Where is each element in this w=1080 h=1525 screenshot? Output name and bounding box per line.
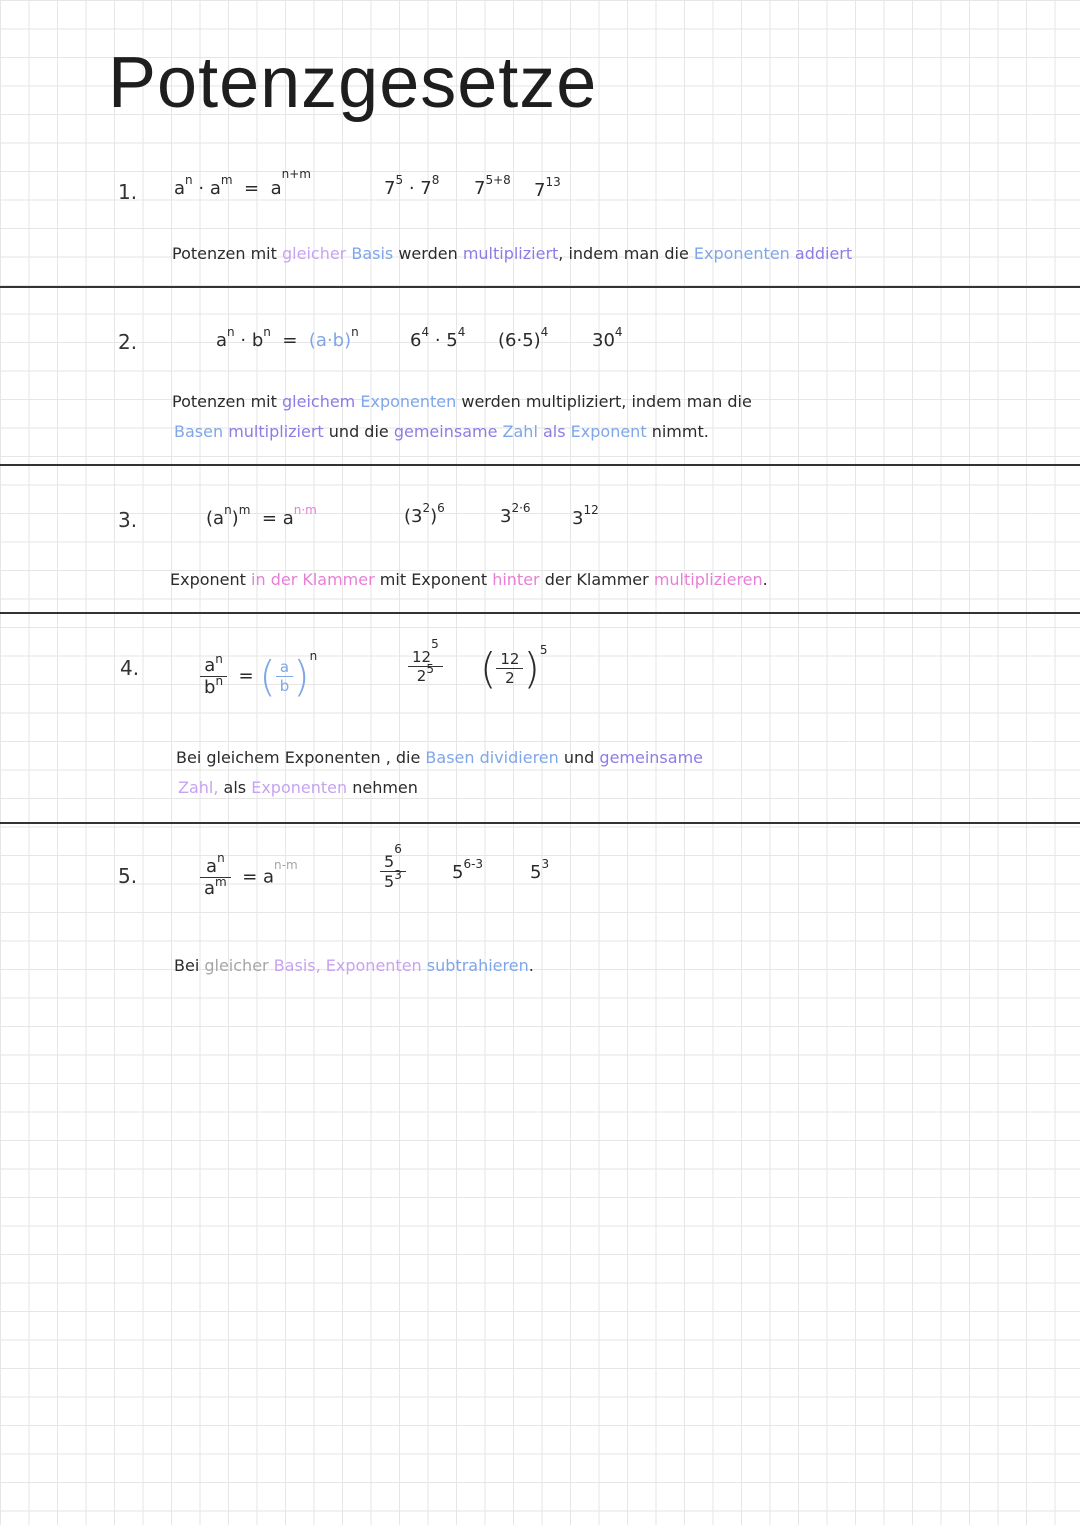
- base: (3: [404, 506, 423, 527]
- exponent: n: [215, 674, 224, 688]
- rule-2-explanation-line-2: [174, 422, 709, 441]
- exponent: n: [215, 652, 223, 666]
- rule-5-example-step: [452, 857, 484, 883]
- base: 3: [572, 508, 584, 529]
- text: hinter: [492, 570, 540, 589]
- text: der Klammer: [544, 570, 649, 589]
- rule-2-formula: [216, 325, 359, 351]
- base: (a: [206, 508, 225, 529]
- rule-5-example: [380, 842, 406, 891]
- exponent: 5: [539, 642, 548, 657]
- denominator: b: [204, 677, 216, 698]
- text: multiplizieren: [653, 570, 763, 589]
- rule-5-example-result: [530, 857, 550, 883]
- exponent: 5: [426, 662, 434, 676]
- text: Basis,: [273, 956, 321, 975]
- base: 5: [446, 330, 458, 351]
- rule-4-example-result: [480, 644, 548, 693]
- rule-3-formula: [206, 503, 317, 529]
- text: als: [542, 422, 566, 441]
- denominator: b: [279, 677, 290, 695]
- base: 30: [592, 330, 615, 351]
- base: (a·b): [308, 330, 352, 351]
- base: 7: [384, 178, 396, 199]
- paren: (: [259, 652, 276, 701]
- base: b: [251, 330, 264, 351]
- exponent: 6: [394, 842, 402, 856]
- exponent: n·m: [293, 503, 317, 517]
- exponent: n: [351, 325, 359, 339]
- exponent: n: [217, 851, 225, 865]
- text: Basen: [174, 422, 224, 441]
- bracket: ): [430, 506, 438, 527]
- fraction: [200, 652, 227, 698]
- exponent: n-m: [274, 857, 298, 872]
- text: als: [223, 778, 247, 797]
- divider: [0, 822, 1080, 824]
- exponent: 5: [395, 173, 404, 187]
- paren: ): [293, 652, 310, 701]
- rule-4-explanation-line-1: [176, 748, 703, 767]
- divider: [0, 286, 1080, 288]
- rule-1-example-step: [474, 173, 511, 199]
- exponent: 4: [457, 325, 466, 339]
- rule-3-example-result: [572, 503, 599, 529]
- exponent: n: [309, 648, 318, 663]
- text: mit: [379, 570, 407, 589]
- rule-2-example-result: [592, 325, 623, 351]
- base: 7: [474, 178, 486, 199]
- numerator: 5: [384, 852, 395, 871]
- base: a: [174, 178, 186, 199]
- text: addiert: [794, 244, 853, 263]
- text: gemeinsame: [393, 422, 498, 441]
- fraction: [276, 658, 294, 695]
- denominator: 5: [384, 872, 395, 891]
- operator: ·: [434, 330, 441, 351]
- exponent: n: [227, 325, 235, 339]
- text: Zahl: [502, 422, 538, 441]
- text: gleichem: [282, 392, 356, 411]
- operator: ·: [240, 330, 247, 351]
- base: 7: [420, 178, 432, 199]
- denominator: 2: [416, 667, 427, 685]
- exponent: 3: [541, 857, 550, 871]
- rule-4-explanation-line-2: [178, 778, 418, 797]
- exponent: 3: [394, 868, 402, 882]
- rule-2-explanation-line-1: [172, 392, 752, 411]
- exponent: 4: [540, 325, 549, 339]
- exponent: 5+8: [485, 173, 511, 187]
- denominator: 2: [505, 669, 515, 687]
- text: , indem man die: [558, 244, 689, 263]
- equals: =: [261, 508, 277, 529]
- exponent: 12: [583, 503, 599, 517]
- text: nehmen: [352, 778, 418, 797]
- text: .: [528, 956, 534, 975]
- rule-1-formula: [174, 167, 311, 199]
- text: .: [762, 570, 768, 589]
- fraction: [496, 650, 523, 687]
- text: werden multipliziert, indem man die: [461, 392, 752, 411]
- text: Exponenten: [693, 244, 790, 263]
- rule-5-number: 5.: [118, 864, 138, 888]
- base: a: [216, 330, 228, 351]
- exponent: m: [220, 173, 233, 187]
- bracket: ): [231, 508, 239, 529]
- exponent: 5: [431, 637, 439, 651]
- exponent: n: [185, 173, 193, 187]
- text: Exponent: [411, 570, 488, 589]
- rule-5-formula: [200, 851, 298, 899]
- text: Bei: [174, 956, 200, 975]
- text: Exponent: [570, 422, 647, 441]
- base: 3: [500, 506, 512, 527]
- text: gleicher: [204, 956, 269, 975]
- denominator: a: [204, 878, 216, 899]
- text: Potenzen mit: [172, 392, 277, 411]
- rule-2-example: [410, 325, 466, 351]
- equals: =: [244, 178, 260, 199]
- exponent: 6-3: [463, 857, 484, 871]
- text: Exponenten: [251, 778, 348, 797]
- text: und die: [328, 422, 389, 441]
- exponent: 2: [422, 501, 431, 515]
- rule-1-explanation: [172, 244, 852, 263]
- rule-2-example-step: [498, 325, 549, 351]
- base: 6: [410, 330, 422, 351]
- base: a: [209, 178, 221, 199]
- numerator: 12: [412, 648, 432, 666]
- paren: (: [480, 644, 497, 693]
- text: Basis: [351, 244, 394, 263]
- text: und: [563, 748, 595, 767]
- equals: =: [238, 665, 254, 687]
- operator: ·: [408, 178, 415, 199]
- base: a: [270, 178, 282, 199]
- rule-1-number: 1.: [118, 180, 138, 204]
- text: Exponenten: [360, 392, 457, 411]
- text: gleicher: [282, 244, 347, 263]
- exponent: m: [215, 875, 227, 889]
- rule-4-formula: [200, 648, 318, 701]
- text: in der Klammer: [251, 570, 375, 589]
- fraction: [380, 842, 406, 891]
- rule-2-number: 2.: [118, 330, 138, 354]
- fraction: [200, 851, 231, 899]
- page-title: Potenzgesetze: [108, 43, 598, 123]
- exponent: 2·6: [511, 501, 531, 515]
- exponent: m: [238, 503, 251, 517]
- rule-5-explanation: [174, 956, 534, 975]
- rule-4-number: 4.: [120, 656, 140, 680]
- rule-1-example: [384, 173, 440, 199]
- paren: ): [523, 644, 540, 693]
- exponent: 4: [614, 325, 623, 339]
- base: a: [282, 508, 294, 529]
- rule-4-example: [408, 637, 443, 685]
- text: Potenzen mit: [172, 244, 277, 263]
- exponent: 13: [545, 175, 561, 189]
- base: a: [263, 866, 275, 888]
- rule-3-number: 3.: [118, 508, 138, 532]
- text: multipliziert: [228, 422, 324, 441]
- exponent: 6: [437, 501, 445, 515]
- equals: =: [242, 866, 258, 888]
- base: 5: [530, 862, 542, 883]
- exponent: n: [224, 503, 232, 517]
- rule-3-explanation: [170, 570, 768, 589]
- text: dividieren: [479, 748, 559, 767]
- numerator: a: [204, 655, 216, 676]
- text: Bei gleichem Exponenten , die: [176, 748, 421, 767]
- equals: =: [282, 330, 298, 351]
- rule-3-example: [404, 501, 445, 527]
- exponent: 4: [421, 325, 430, 339]
- exponent: 8: [431, 173, 440, 187]
- text: gemeinsame: [599, 748, 703, 767]
- base: (6·5): [498, 330, 541, 351]
- text: werden: [398, 244, 458, 263]
- exponent: n+m: [281, 167, 311, 181]
- base: 7: [534, 180, 546, 201]
- text: multipliziert: [462, 244, 559, 263]
- text: Exponenten: [325, 956, 422, 975]
- exponent: n: [263, 325, 271, 339]
- text: Exponent: [170, 570, 246, 589]
- base: 5: [452, 862, 464, 883]
- fraction: [408, 637, 443, 685]
- rule-1-example-result: [534, 175, 561, 201]
- rule-3-example-step: [500, 501, 531, 527]
- numerator: 12: [496, 650, 523, 669]
- operator: ·: [198, 178, 205, 199]
- numerator: a: [206, 856, 218, 877]
- numerator: a: [276, 658, 294, 677]
- divider: [0, 464, 1080, 466]
- divider: [0, 612, 1080, 614]
- text: Zahl,: [178, 778, 219, 797]
- text: nimmt.: [651, 422, 709, 441]
- text: Basen: [425, 748, 475, 767]
- text: subtrahieren: [426, 956, 529, 975]
